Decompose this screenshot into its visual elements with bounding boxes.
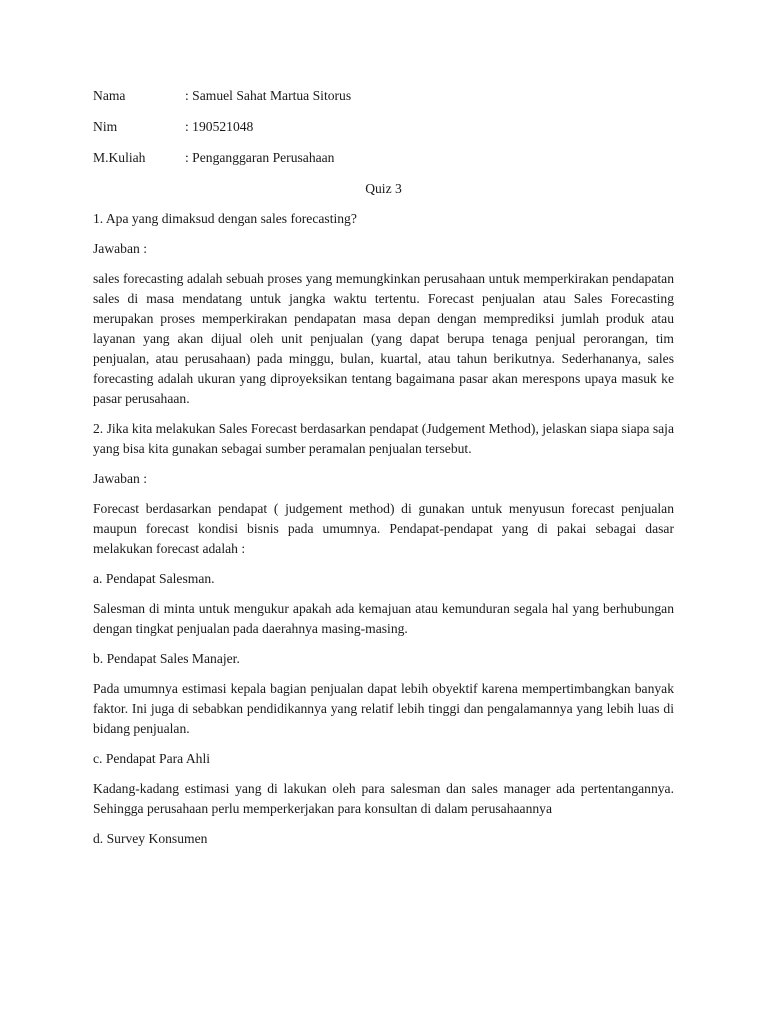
answer-1-label: Jawaban : xyxy=(93,241,147,256)
item-c-heading: c. Pendapat Para Ahli xyxy=(93,751,211,766)
quiz-title: Quiz 3 xyxy=(365,181,402,196)
nim-label: Nim xyxy=(93,119,118,134)
nim-row xyxy=(93,117,674,137)
item-a-body: Salesman di minta untuk mengukur apakah ada kemajuan atau kemunduran segala hal yang berhubungan dengan tingkat penjualan pada daerahnya masing-masing. xyxy=(93,601,674,636)
nama-label: Nama xyxy=(93,88,126,103)
answer-2-intro: Forecast berdasarkan pendapat ( judgement method) di gunakan untuk menyusun forecast penjualan maupun forecast kondisi bisnis pada umumnya. Pendapat-pendapat yang di pakai sebagai dasar melakukan forecast adalah : xyxy=(93,501,674,556)
item-a-heading: a. Pendapat Salesman. xyxy=(93,571,215,586)
matkul-value: : Penganggaran Perusahaan xyxy=(185,150,335,165)
matkul-row xyxy=(93,148,674,168)
item-b-heading: b. Pendapat Sales Manajer. xyxy=(93,651,240,666)
answer-2-label: Jawaban : xyxy=(93,471,147,486)
question-2: 2. Jika kita melakukan Sales Forecast berdasarkan pendapat (Judgement Method), jelaskan siapa siapa saja yang bisa kita gunakan sebagai sumber peramalan penjualan tersebut. xyxy=(93,421,674,456)
answer-1-text: sales forecasting adalah sebuah proses yang memungkinkan perusahaan untuk memperkirakan pendapatan sales di masa mendatang untuk jangka waktu tertentu. Forecast penjualan atau Sales Forecasting merupakan proses memperkirakan pendapatan masa depan dengan memprediksi jumlah produk atau layanan yang akan dijual oleh unit penjualan (yang dapat berupa tenaga penjual perorangan, tim penjualan, atau perusahaan) pada minggu, bulan, kuartal, atau tahun berikutnya. Sederhananya, sales forecasting adalah ukuran yang diproyeksikan tentang bagaimana pasar akan merespons upaya masuk ke pasar perusahaan. xyxy=(93,271,674,406)
question-1: 1. Apa yang dimaksud dengan sales forecasting? xyxy=(93,211,357,226)
matkul-label: M.Kuliah xyxy=(93,150,146,165)
item-c-body: Kadang-kadang estimasi yang di lakukan oleh para salesman dan sales manager ada pertentangannya. Sehingga perusahaan perlu memperkerjakan para konsultan di dalam perusahaannya xyxy=(93,781,674,816)
nim-value: : 190521048 xyxy=(185,119,254,134)
nama-row xyxy=(93,86,674,106)
nama-value: : Samuel Sahat Martua Sitorus xyxy=(185,88,352,103)
item-d-heading: d. Survey Konsumen xyxy=(93,831,208,846)
document-page xyxy=(93,86,674,859)
item-b-body: Pada umumnya estimasi kepala bagian penjualan dapat lebih obyektif karena mempertimbangkan banyak faktor. Ini juga di sebabkan pendidikannya yang relatif lebih tinggi dan pengalamannya yang lebih luas di bidang penjualan. xyxy=(93,681,674,736)
